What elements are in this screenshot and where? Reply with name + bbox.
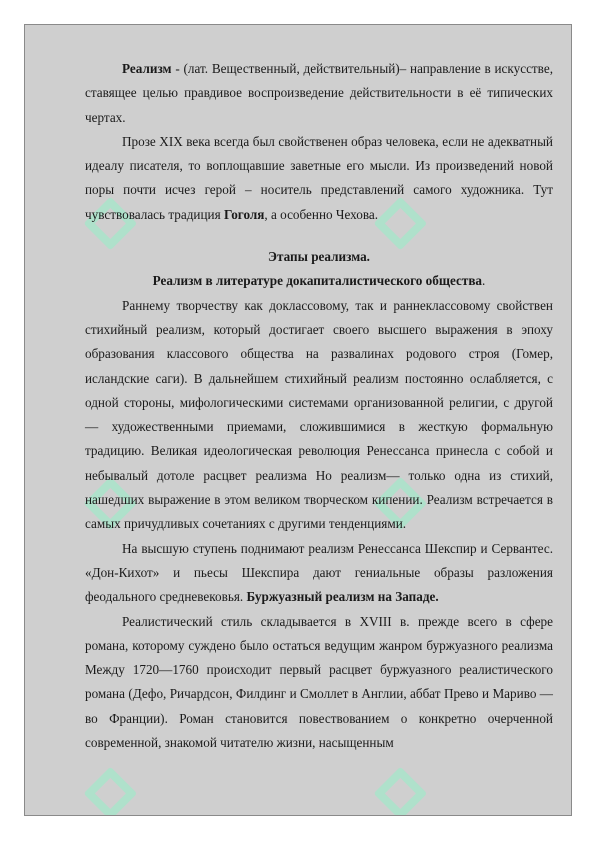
paragraph-definition bbox=[85, 57, 553, 130]
term-realism: Реализм bbox=[122, 61, 172, 76]
subsection-heading bbox=[85, 269, 553, 293]
renaissance-text: На высшую ступень поднимают реализм Ренессанса Шекспир и Сервантес. «Дон-Кихот» и пьесы Шекспира дают гениальные образы разложения феодального средневековья. bbox=[85, 540, 553, 605]
document-page bbox=[24, 24, 572, 816]
section-heading-block bbox=[85, 245, 553, 294]
watermark-mark bbox=[75, 754, 144, 816]
gogol-bold: Гоголя bbox=[223, 206, 265, 222]
watermark-mark bbox=[365, 754, 434, 816]
paragraph-prose bbox=[85, 130, 553, 227]
paragraph-realistic-style: Реалистический стиль складывается в XVIII в. прежде всего в сфере романа, которому суждено было остаться ведущим жанром буржуазного реализма Между 1720—1760 происходит первый расцвет буржуазного реалистического романа (Дефо, Ричардсон, Филдинг и Смоллет в Англии, аббат Прево и Мариво — во Франции). Роман становится повествованием о конкретно очерченной современной, знакомой читателю жизни, насыщенным bbox=[85, 613, 553, 751]
paragraph-early-realism: Раннему творчеству как доклассовому, так и раннеклассовому свойствен стихийный реализм, который достигает своего высшего выражения в эпоху образования классового общества на развалинах родового строя (Гомер, исландские саги). В дальнейшем стихийный реализм постоянно ослабляется, с одной стороны, мифологическими системами организованной религии, с другой — художественными приемами, сложившимися в жесткую формальную традицию. Великая идеологическая революция Ренессанса принесла с собой и небывалый дотоле расцвет реализма Но реализм— только одна из стихий, нашедших выражение в этом великом творческом кипении. Реализм встречается в самых причудливых сочетаниях с другими тенденциями. bbox=[85, 297, 553, 532]
paragraph-renaissance bbox=[85, 537, 553, 610]
prose-text-end: , а особенно Чехова. bbox=[264, 206, 379, 222]
definition-text: - (лат. Вещественный, действительный)– направление в искусстве, ставящее целью правдивое воспроизведение действительности в её типических чертах. bbox=[85, 61, 553, 125]
prose-text: Прозе XIX века всегда был свойственен образ человека, если не адекватный идеалу писателя, то воплощавшие заветные его мысли. Из произведений новой поры почти исчез герой – носитель представлений самого художника. Тут чувствовалась традиция bbox=[85, 133, 553, 222]
section-heading: Этапы реализма. bbox=[268, 249, 370, 265]
subsection-heading-text: Реализм в литературе докапиталистического общества bbox=[152, 273, 483, 289]
subsection-heading-suffix: . bbox=[482, 273, 486, 289]
document-body bbox=[85, 57, 553, 755]
bourgeois-realism-heading: Буржуазный реализм на Западе. bbox=[246, 589, 439, 605]
